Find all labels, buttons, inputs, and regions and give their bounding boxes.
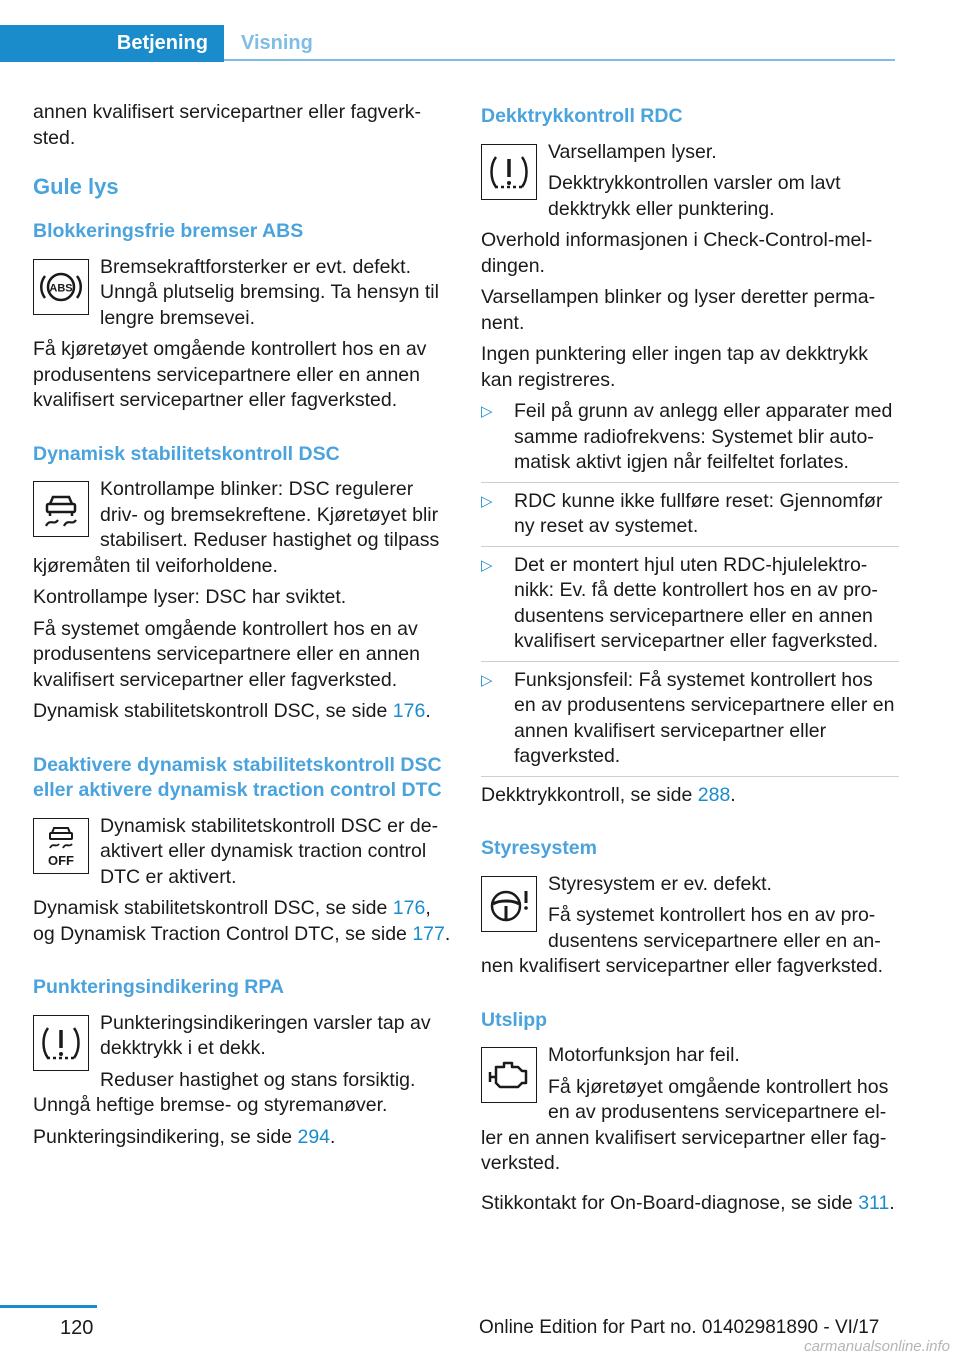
triangle-bullet-icon: ▷	[481, 492, 493, 510]
rdc-text-6: Dekktrykkontroll, se side 288.	[481, 783, 736, 806]
steering-section	[481, 872, 899, 980]
page-number: 120	[60, 1317, 94, 1339]
list-item: ▷ RDC kunne ikke fullføre reset: Gjennomfør ny reset av systemet.	[481, 489, 899, 547]
dsc-text-3: Få systemet omgående kontrollert hos en av produsentens servicepartnere eller en annen kvalifisert servicepartner eller fagverksted.	[33, 617, 421, 691]
heading-dtc: Deaktivere dynamisk stabilitetskontroll DSC eller aktivere dynamisk traction control DTC	[33, 753, 442, 801]
intro-text: annen kvalifisert servicepartner eller fagverk-sted.	[33, 101, 422, 149]
tab-visning[interactable]: Visning	[241, 32, 313, 54]
steering-wheel-warning-icon	[481, 876, 537, 932]
off-icon-label: OFF	[48, 852, 74, 868]
emission-text-3: Stikkontakt for On-Board-diagnose, se side 311.	[481, 1191, 895, 1214]
header-tabs	[0, 25, 895, 62]
dsc-car-skid-icon	[33, 481, 89, 537]
rpa-text-3: Punkteringsindikering, se side 294.	[33, 1125, 336, 1148]
emission-section	[481, 1043, 899, 1216]
steering-text-1: Styresystem er ev. defekt.	[548, 872, 772, 895]
page-link-311[interactable]: 311	[858, 1191, 890, 1214]
emission-text-1: Motorfunksjon har feil.	[548, 1044, 740, 1066]
engine-warning-icon	[481, 1047, 537, 1103]
tab-underline	[224, 59, 895, 61]
rdc-bullet-list	[481, 399, 899, 777]
heading-rdc: Dekktrykkontroll RDC	[481, 105, 683, 127]
dtc-text-2: Dynamisk stabilitetskontroll DSC, se side 176, og Dynamisk Traction Control DTC, se side 177.	[33, 897, 451, 945]
rpa-text-2: Reduser hastighet og stans forsiktig. Unngå heftige bremse- og styremanøver.	[33, 1068, 416, 1116]
tire-warning-icon	[33, 1015, 89, 1071]
triangle-bullet-icon: ▷	[481, 556, 493, 574]
heading-gule-lys: Gule lys	[33, 174, 119, 199]
abs-text-2: Få kjøretøyet omgående kontrollert hos en av produsentens servicepartnere eller en annen kvalifisert servicepartner eller fagverksted.	[33, 338, 427, 411]
rdc-section	[481, 140, 899, 809]
page-link-176[interactable]: 176	[392, 700, 426, 722]
dtc-section	[33, 814, 451, 948]
rpa-section	[33, 1011, 451, 1151]
abs-icon-label: ABS	[49, 282, 73, 294]
dtc-text-1: Dynamisk stabilitetskontroll DSC er de-aktivert eller dynamisk traction control DTC er aktivert.	[100, 814, 439, 888]
dsc-text-4: Dynamisk stabilitetskontroll DSC, se side 176.	[33, 700, 431, 722]
heading-utslipp: Utslipp	[481, 1008, 548, 1031]
tire-pressure-warning-icon	[481, 144, 537, 200]
heading-styresystem: Styresystem	[481, 837, 597, 859]
right-column	[481, 100, 899, 1222]
rdc-text-4: Varsellampen blinker og lyser deretter perma-nent.	[481, 286, 876, 334]
rdc-text-2: Dekktrykkontrollen varsler om lavt dekktrykk eller punktering.	[548, 172, 841, 220]
dsc-section	[33, 477, 451, 725]
page-link-294[interactable]: 294	[297, 1125, 331, 1148]
watermark: carmanualsonline.info	[804, 1338, 950, 1355]
left-column	[33, 100, 451, 1156]
rpa-text-1: Punkteringsindikeringen varsler tap av dekktrykk i et dekk.	[100, 1011, 431, 1059]
rdc-text-1: Varsellampen lyser.	[548, 140, 717, 163]
abs-warning-icon	[33, 259, 89, 315]
heading-abs: Blokkeringsfrie bremser ABS	[33, 220, 304, 242]
tab-betjening[interactable]: Betjening	[0, 25, 224, 62]
steering-text-2: Få systemet kontrollert hos en av pro-dusentens servicepartnere eller en an-nen kvalifisert servicepartner eller fagverksted.	[481, 904, 884, 977]
dsc-text-2: Kontrollampe lyser: DSC har sviktet.	[33, 586, 347, 608]
list-item: ▷ Det er montert hjul uten RDC-hjulelektro-nikk: Ev. få dette kontrollert hos en av pro-dusentens servicepartnere eller en annen kvalifisert servicepartner eller fagverksted.	[481, 553, 899, 662]
abs-section	[33, 255, 451, 414]
heading-dsc: Dynamisk stabilitetskontroll DSC	[33, 442, 340, 465]
rdc-text-3: Overhold informasjonen i Check-Control-mel-dingen.	[481, 229, 873, 277]
page-link-176b[interactable]: 176	[392, 897, 426, 919]
dsc-text-1: Kontrollampe blinker: DSC regulerer driv- og bremsekreftene. Kjøretøyet blir stabilisert. Reduser hastighet og tilpass kjøremåten til veiforholdene.	[33, 478, 440, 577]
triangle-bullet-icon: ▷	[481, 403, 493, 420]
triangle-bullet-icon: ▷	[481, 671, 493, 689]
page-link-288[interactable]: 288	[697, 783, 731, 806]
abs-text-1: Bremsekraftforsterker er evt. defekt. Unngå plutselig bremsing. Ta hensyn til lengre bremsevei.	[100, 255, 439, 329]
heading-rpa: Punkteringsindikering RPA	[33, 976, 285, 998]
page-link-177[interactable]: 177	[412, 922, 445, 945]
list-item: ▷ Feil på grunn av anlegg eller apparater med samme radiofrekvens: Systemet blir auto-matisk aktivt igjen når feilfeltet forlates.	[481, 399, 899, 483]
dsc-off-icon	[33, 818, 89, 874]
edition-text: Online Edition for Part no. 01402981890 - VI/17	[479, 1317, 880, 1338]
emission-text-2: Få kjøretøyet omgående kontrollert hos en av produsentens servicepartnere el-ler en annen kvalifisert servicepartner eller fag-verksted.	[481, 1075, 889, 1174]
rdc-text-5: Ingen punktering eller ingen tap av dekktrykk kan registreres.	[481, 343, 868, 391]
list-item: ▷ Funksjonsfeil: Få systemet kontrollert hos en av produsentens servicepartnere eller en annen kvalifisert servicepartner eller fagverksted.	[481, 668, 899, 777]
footer-accent-line	[0, 1305, 97, 1308]
